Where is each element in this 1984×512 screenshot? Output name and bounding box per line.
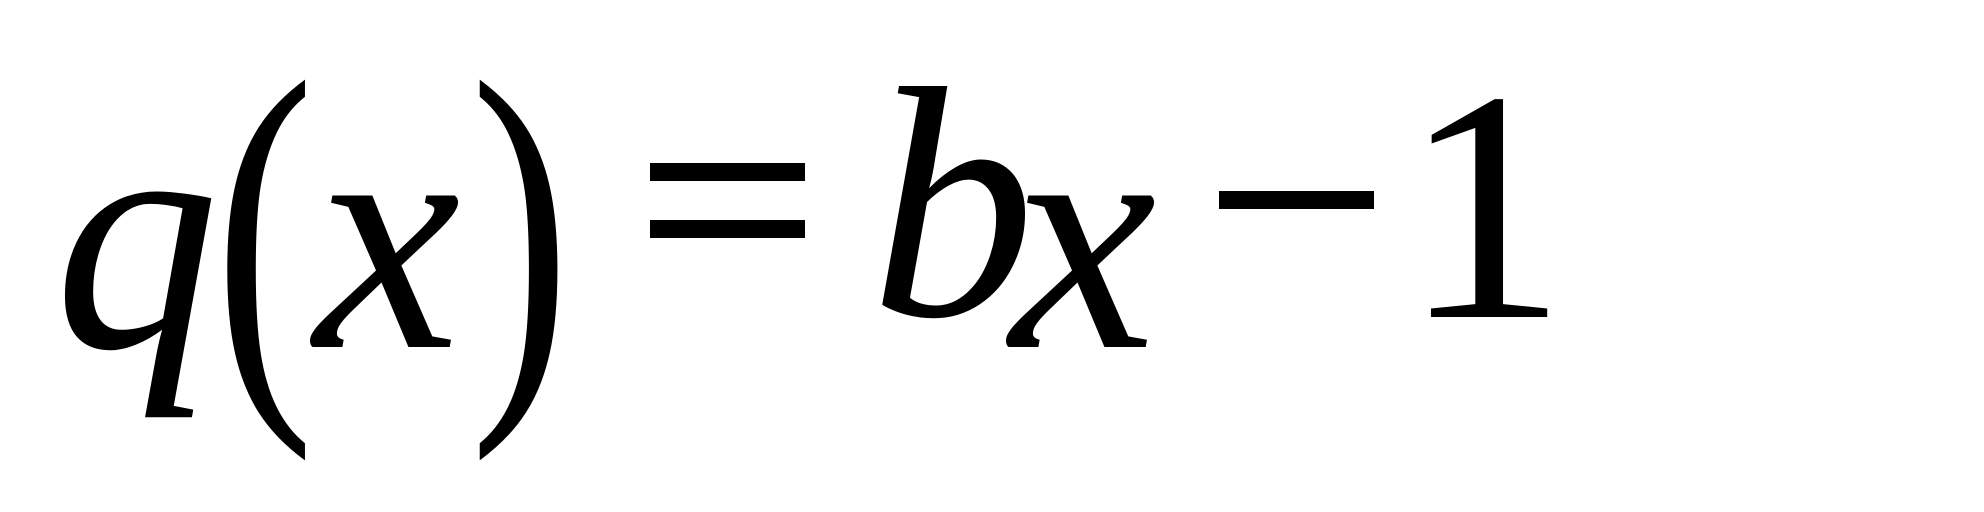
variable-x: x <box>1010 54 1157 419</box>
minus-sign <box>1219 191 1374 209</box>
constant-one: 1 <box>1402 24 1567 389</box>
equals-sign-top-bar <box>650 163 805 181</box>
function-name-q: q <box>54 54 219 419</box>
argument-x: x <box>314 54 461 419</box>
close-parenthesis: ) <box>470 0 571 462</box>
coefficient-b: b <box>870 22 1035 387</box>
open-parenthesis: ( <box>214 0 315 462</box>
equals-sign-bottom-bar <box>650 220 805 238</box>
